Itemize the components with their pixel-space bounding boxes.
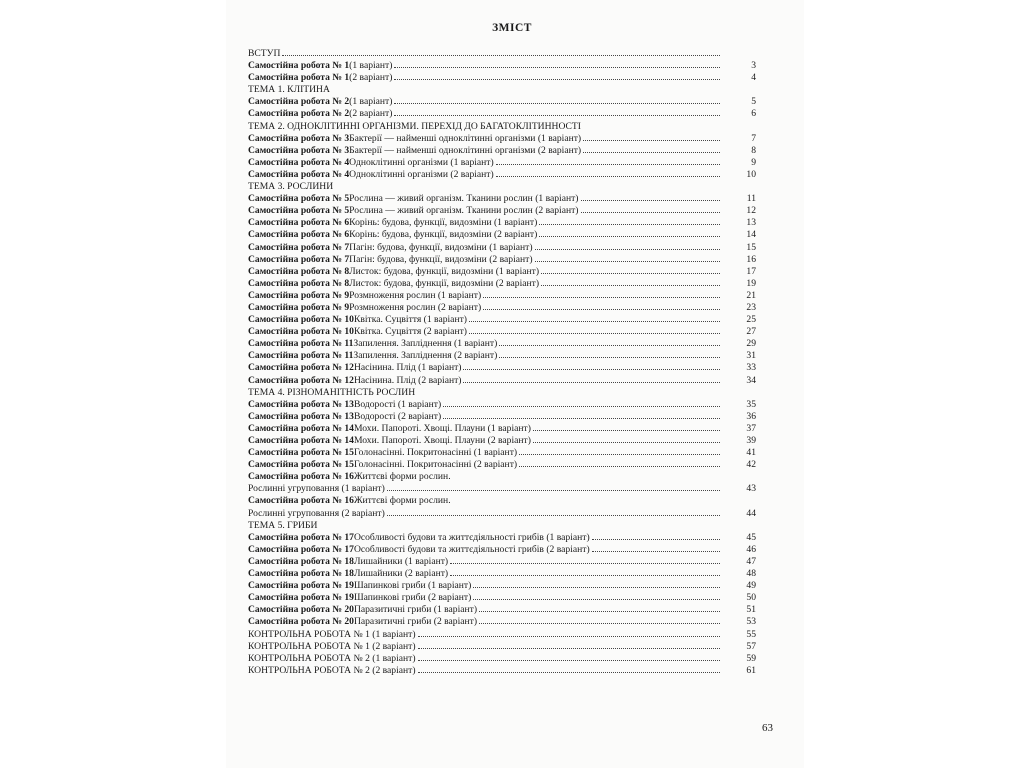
toc-entry-title: Корінь: будова, функції, видозміни (2 варіант)	[349, 229, 538, 241]
toc-entry-title: Лишайники (2 варіант)	[353, 568, 449, 580]
toc-entry-title: Одноклітинні організми (2 варіант)	[349, 168, 494, 180]
dot-leader	[535, 248, 720, 250]
toc-entry	[248, 290, 756, 302]
dot-leader	[443, 417, 720, 419]
toc-entry-page: 33	[746, 362, 756, 374]
dot-leader	[473, 598, 720, 600]
toc-entry-title: Бактерії — найменші одноклітинні організми (1 варіант)	[349, 132, 582, 144]
toc-entry-heading: Самостійна робота № 10	[248, 314, 354, 326]
dot-leader	[541, 284, 720, 286]
toc-entry-heading: Самостійна робота № 18	[248, 568, 354, 580]
toc-entry	[248, 108, 756, 120]
toc-entry	[248, 495, 756, 507]
toc-entry	[248, 399, 756, 411]
toc-entry-page: 12	[746, 205, 756, 217]
dot-leader	[418, 671, 720, 673]
toc-entry-heading: Самостійна робота № 11	[248, 338, 354, 350]
toc-entry	[248, 362, 756, 374]
dot-leader	[539, 235, 720, 237]
toc-entry-page: 23	[746, 301, 756, 313]
toc-entry-page: 13	[746, 217, 756, 229]
dot-leader	[443, 405, 720, 407]
toc-entry-title: КОНТРОЛЬНА РОБОТА № 2 (2 варіант)	[248, 664, 416, 676]
toc-entry-heading: Самостійна робота № 5	[248, 193, 350, 205]
dot-leader	[418, 647, 720, 649]
toc-entry-title: ТЕМА 5. ГРИБИ	[248, 519, 318, 531]
toc-entry-heading: Самостійна робота № 20	[248, 604, 354, 616]
toc-entry-heading: Самостійна робота № 20	[248, 616, 354, 628]
toc-entry-page: 11	[746, 193, 756, 205]
dot-leader	[483, 308, 720, 310]
toc-entry	[248, 387, 756, 399]
toc-entry-heading: Самостійна робота № 12	[248, 362, 354, 374]
toc-entry-page: 44	[746, 507, 756, 519]
toc-entry	[248, 266, 756, 278]
toc-entry-title: Життєві форми рослин.	[353, 471, 451, 483]
dot-leader	[469, 332, 720, 334]
toc-entry-page: 10	[746, 168, 756, 180]
toc-entry-page: 17	[746, 265, 756, 277]
dot-leader	[499, 344, 720, 346]
dot-leader	[463, 381, 720, 383]
toc-entry-heading: Самостійна робота № 13	[248, 410, 354, 422]
dot-leader	[535, 260, 720, 262]
toc-entry	[248, 556, 756, 568]
dot-leader	[496, 175, 720, 177]
toc-entry-title: Голонасінні. Покритонасінні (1 варіант)	[353, 447, 518, 459]
toc-entry-title: Насінина. Плід (1 варіант)	[353, 362, 462, 374]
toc-entry-title: Пагін: будова, функції, видозміни (1 варіант)	[349, 241, 533, 253]
toc-entry-page: 46	[746, 543, 756, 555]
toc-entry-title: Особливості будови та життєдіяльності грибів (2 варіант)	[353, 543, 590, 555]
toc-entry-heading: Самостійна робота № 4	[248, 168, 350, 180]
toc-entry-heading: Самостійна робота № 18	[248, 555, 354, 567]
toc-entry	[248, 133, 756, 145]
toc-entry	[248, 326, 756, 338]
toc-entry	[248, 423, 756, 435]
toc-entry-title: Лишайники (1 варіант)	[353, 555, 449, 567]
toc-entry-title: Листок: будова, функції, видозміни (1 варіант)	[349, 265, 540, 277]
toc-entry-title: Розмноження рослин (2 варіант)	[349, 301, 482, 313]
toc-entry	[248, 84, 756, 96]
toc-entry-title: Насінина. Плід (2 варіант)	[353, 374, 462, 386]
toc-entry-page: 6	[751, 108, 756, 120]
toc-entry-title: Водорості (1 варіант)	[353, 398, 442, 410]
toc-entry	[248, 314, 756, 326]
toc-entry-heading: Самостійна робота № 19	[248, 592, 354, 604]
toc-entry-title: Рослинні угруповання (1 варіант)	[248, 483, 385, 495]
toc-entry	[248, 96, 756, 108]
toc-entry-heading: Самостійна робота № 6	[248, 217, 350, 229]
toc-entry-page: 51	[746, 604, 756, 616]
toc-entry-title: Бактерії — найменші одноклітинні організми (2 варіант)	[349, 144, 582, 156]
toc-entry	[248, 604, 756, 616]
toc-entry-heading: Самостійна робота № 11	[248, 350, 354, 362]
toc-entry-heading: Самостійна робота № 16	[248, 471, 354, 483]
toc-entry-title: Паразитичні гриби (1 варіант)	[353, 604, 478, 616]
toc-entry-heading: Самостійна робота № 7	[248, 241, 350, 253]
toc-entry-page: 3	[751, 60, 756, 72]
toc-entry-page: 53	[746, 616, 756, 628]
toc-entry	[248, 544, 756, 556]
toc-entry-title: Особливості будови та життєдіяльності грибів (1 варіант)	[353, 531, 590, 543]
dot-leader	[450, 562, 720, 564]
toc-entry-title: Пагін: будова, функції, видозміни (2 варіант)	[349, 253, 533, 265]
toc-entry-title: Рослина — живий організм. Тканини рослин (2 варіант)	[349, 205, 579, 217]
toc-entry-title: ВСТУП	[248, 48, 281, 59]
toc-entry	[248, 302, 756, 314]
toc-entry-page: 8	[751, 144, 756, 156]
dot-leader	[519, 465, 720, 467]
toc-entry-heading: Самостійна робота № 17	[248, 531, 354, 543]
toc-entry	[248, 278, 756, 290]
toc-entry-page: 57	[746, 640, 756, 652]
toc-entry	[248, 193, 756, 205]
dot-leader	[469, 320, 720, 322]
toc-entry-heading: Самостійна робота № 2	[248, 96, 350, 108]
toc-entry-title: (2 варіант)	[349, 72, 393, 84]
table-of-contents	[248, 48, 756, 677]
toc-entry	[248, 568, 756, 580]
dot-leader	[581, 199, 721, 201]
toc-entry	[248, 72, 756, 84]
toc-entry-page: 42	[746, 459, 756, 471]
toc-entry-page: 36	[746, 410, 756, 422]
toc-entry	[248, 508, 756, 520]
toc-entry-page: 19	[746, 277, 756, 289]
toc-entry-heading: Самостійна робота № 19	[248, 580, 354, 592]
toc-entry	[248, 145, 756, 157]
page-number: 63	[762, 722, 773, 734]
dot-leader	[473, 586, 720, 588]
toc-entry-heading: Самостійна робота № 17	[248, 543, 354, 555]
toc-entry-title: Життєві форми рослин.	[353, 495, 451, 507]
toc-entry	[248, 483, 756, 495]
dot-leader	[394, 114, 720, 116]
toc-entry-page: 61	[746, 664, 756, 676]
dot-leader	[533, 429, 720, 431]
toc-entry-page: 34	[746, 374, 756, 386]
toc-entry-page: 35	[746, 398, 756, 410]
toc-entry	[248, 48, 756, 60]
toc-entry	[248, 459, 756, 471]
toc-entry-page: 31	[746, 350, 756, 362]
toc-entry-heading: Самостійна робота № 3	[248, 144, 350, 156]
toc-entry	[248, 411, 756, 423]
toc-entry-page: 29	[746, 338, 756, 350]
toc-entry	[248, 447, 756, 459]
toc-entry	[248, 520, 756, 532]
dot-leader	[592, 538, 720, 540]
toc-entry-page: 50	[746, 592, 756, 604]
toc-entry-page: 16	[746, 253, 756, 265]
toc-entry-title: (2 варіант)	[349, 108, 393, 120]
dot-leader	[387, 489, 720, 491]
toc-entry-title: Корінь: будова, функції, видозміни (1 варіант)	[349, 217, 538, 229]
toc-entry	[248, 653, 756, 665]
toc-entry-page: 48	[746, 568, 756, 580]
toc-entry-title: Запилення. Запліднення (1 варіант)	[353, 338, 498, 350]
dot-leader	[394, 66, 720, 68]
toc-entry-page: 37	[746, 422, 756, 434]
toc-entry	[248, 580, 756, 592]
dot-leader	[479, 610, 720, 612]
dot-leader	[533, 441, 720, 443]
toc-entry-title: Листок: будова, функції, видозміни (2 варіант)	[349, 277, 540, 289]
toc-entry-page: 7	[751, 132, 756, 144]
toc-entry-title: Шапинкові гриби (2 варіант)	[353, 592, 472, 604]
toc-entry	[248, 338, 756, 350]
toc-entry	[248, 242, 756, 254]
toc-entry-heading: Самостійна робота № 7	[248, 253, 350, 265]
toc-entry-heading: Самостійна робота № 6	[248, 229, 350, 241]
toc-entry	[248, 592, 756, 604]
toc-entry-title: Квітка. Суцвіття (2 варіант)	[353, 326, 467, 338]
toc-entry-title: ТЕМА 2. ОДНОКЛІТИННІ ОРГАНІЗМИ. ПЕРЕХІД ДО БАГАТОКЛІТИННОСТІ	[248, 120, 581, 132]
toc-entry-page: 15	[746, 241, 756, 253]
toc-entry-heading: Самостійна робота № 15	[248, 447, 354, 459]
toc-entry-heading: Самостійна робота № 10	[248, 326, 354, 338]
toc-entry-page: 27	[746, 326, 756, 338]
toc-entry-heading: Самостійна робота № 16	[248, 495, 354, 507]
toc-entry-title: КОНТРОЛЬНА РОБОТА № 2 (1 варіант)	[248, 652, 416, 664]
toc-entry-title: Розмноження рослин (1 варіант)	[349, 289, 482, 301]
dot-leader	[496, 163, 720, 165]
toc-entry	[248, 181, 756, 193]
toc-entry-heading: Самостійна робота № 4	[248, 156, 350, 168]
dot-leader	[450, 574, 720, 576]
dot-leader	[394, 102, 720, 104]
toc-entry-page: 14	[746, 229, 756, 241]
toc-entry-page: 5	[751, 96, 756, 108]
toc-entry-heading: Самостійна робота № 5	[248, 205, 350, 217]
dot-leader	[581, 211, 721, 213]
toc-entry	[248, 471, 756, 483]
toc-entry	[248, 665, 756, 677]
dot-leader	[418, 635, 720, 637]
toc-entry-heading: Самостійна робота № 13	[248, 398, 354, 410]
toc-entry-heading: Самостійна робота № 8	[248, 265, 350, 277]
toc-entry-page: 55	[746, 628, 756, 640]
toc-entry	[248, 375, 756, 387]
toc-entry	[248, 169, 756, 181]
dot-leader	[519, 453, 720, 455]
toc-entry-page: 4	[751, 72, 756, 84]
toc-entry-heading: Самостійна робота № 3	[248, 132, 350, 144]
toc-entry-title: Голонасінні. Покритонасінні (2 варіант)	[353, 459, 518, 471]
toc-entry-title: ТЕМА 1. КЛІТИНА	[248, 84, 330, 96]
dot-leader	[394, 78, 720, 80]
dot-leader	[479, 622, 720, 624]
toc-entry	[248, 217, 756, 229]
toc-entry-title: Одноклітинні організми (1 варіант)	[349, 156, 494, 168]
toc-entry	[248, 532, 756, 544]
toc-entry	[248, 60, 756, 72]
toc-entry	[248, 641, 756, 653]
toc-entry-title: Мохи. Папороті. Хвощі. Плауни (1 варіант)	[353, 422, 531, 434]
toc-entry	[248, 616, 756, 628]
toc-entry-page: 43	[746, 483, 756, 495]
toc-entry-title: Рослинні угруповання (2 варіант)	[248, 507, 385, 519]
toc-entry-page: 9	[751, 156, 756, 168]
dot-leader	[541, 272, 720, 274]
toc-entry-page: 21	[746, 289, 756, 301]
toc-entry-heading: Самостійна робота № 1	[248, 72, 350, 84]
toc-entry-page: 59	[746, 652, 756, 664]
toc-entry	[248, 121, 756, 133]
toc-entry-heading: Самостійна робота № 9	[248, 301, 350, 313]
toc-entry	[248, 350, 756, 362]
toc-entry-page: 39	[746, 435, 756, 446]
toc-entry	[248, 157, 756, 169]
toc-entry	[248, 254, 756, 266]
toc-entry	[248, 629, 756, 641]
toc-entry-heading: Самостійна робота № 14	[248, 435, 354, 446]
dot-leader	[282, 54, 720, 56]
dot-leader	[539, 223, 720, 225]
toc-entry-page: 41	[746, 447, 756, 459]
toc-entry-page: 49	[746, 580, 756, 592]
dot-leader	[583, 151, 720, 153]
toc-entry-title: (1 варіант)	[349, 96, 393, 108]
toc-entry-heading: Самостійна робота № 8	[248, 277, 350, 289]
toc-entry-title: Мохи. Папороті. Хвощі. Плауни (2 варіант)	[353, 435, 531, 446]
dot-leader	[418, 659, 720, 661]
toc-entry	[248, 205, 756, 217]
toc-entry-page: 47	[746, 555, 756, 567]
toc-entry-heading: Самостійна робота № 14	[248, 422, 354, 434]
toc-entry-title: Водорості (2 варіант)	[353, 410, 442, 422]
toc-entry-heading: Самостійна робота № 1	[248, 60, 350, 72]
dot-leader	[463, 368, 720, 370]
toc-entry-title: Шапинкові гриби (1 варіант)	[353, 580, 472, 592]
toc-entry-page: 45	[746, 531, 756, 543]
dot-leader	[387, 514, 720, 516]
toc-entry-title: КОНТРОЛЬНА РОБОТА № 1 (1 варіант)	[248, 628, 416, 640]
toc-entry-title: КОНТРОЛЬНА РОБОТА № 1 (2 варіант)	[248, 640, 416, 652]
dot-leader	[499, 356, 720, 358]
toc-entry-title: Квітка. Суцвіття (1 варіант)	[353, 314, 467, 326]
toc-entry-title: Запилення. Запліднення (2 варіант)	[353, 350, 498, 362]
dot-leader	[483, 296, 720, 298]
toc-entry-heading: Самостійна робота № 9	[248, 289, 350, 301]
toc-entry-title: (1 варіант)	[349, 60, 393, 72]
toc-entry-page: 25	[746, 314, 756, 326]
toc-entry-title: ТЕМА 4. РІЗНОМАНІТНІСТЬ РОСЛИН	[248, 386, 416, 398]
toc-entry-heading: Самостійна робота № 2	[248, 108, 350, 120]
dot-leader	[592, 550, 720, 552]
toc-entry-heading: Самостійна робота № 12	[248, 374, 354, 386]
toc-entry-title: ТЕМА 3. РОСЛИНИ	[248, 181, 334, 193]
page-title: ЗМІСТ	[492, 22, 532, 34]
toc-entry-title: Паразитичні гриби (2 варіант)	[353, 616, 478, 628]
toc-entry-title: Рослина — живий організм. Тканини рослин (1 варіант)	[349, 193, 579, 205]
toc-entry	[248, 229, 756, 241]
toc-entry	[248, 435, 756, 447]
dot-leader	[583, 139, 720, 141]
toc-entry-heading: Самостійна робота № 15	[248, 459, 354, 471]
